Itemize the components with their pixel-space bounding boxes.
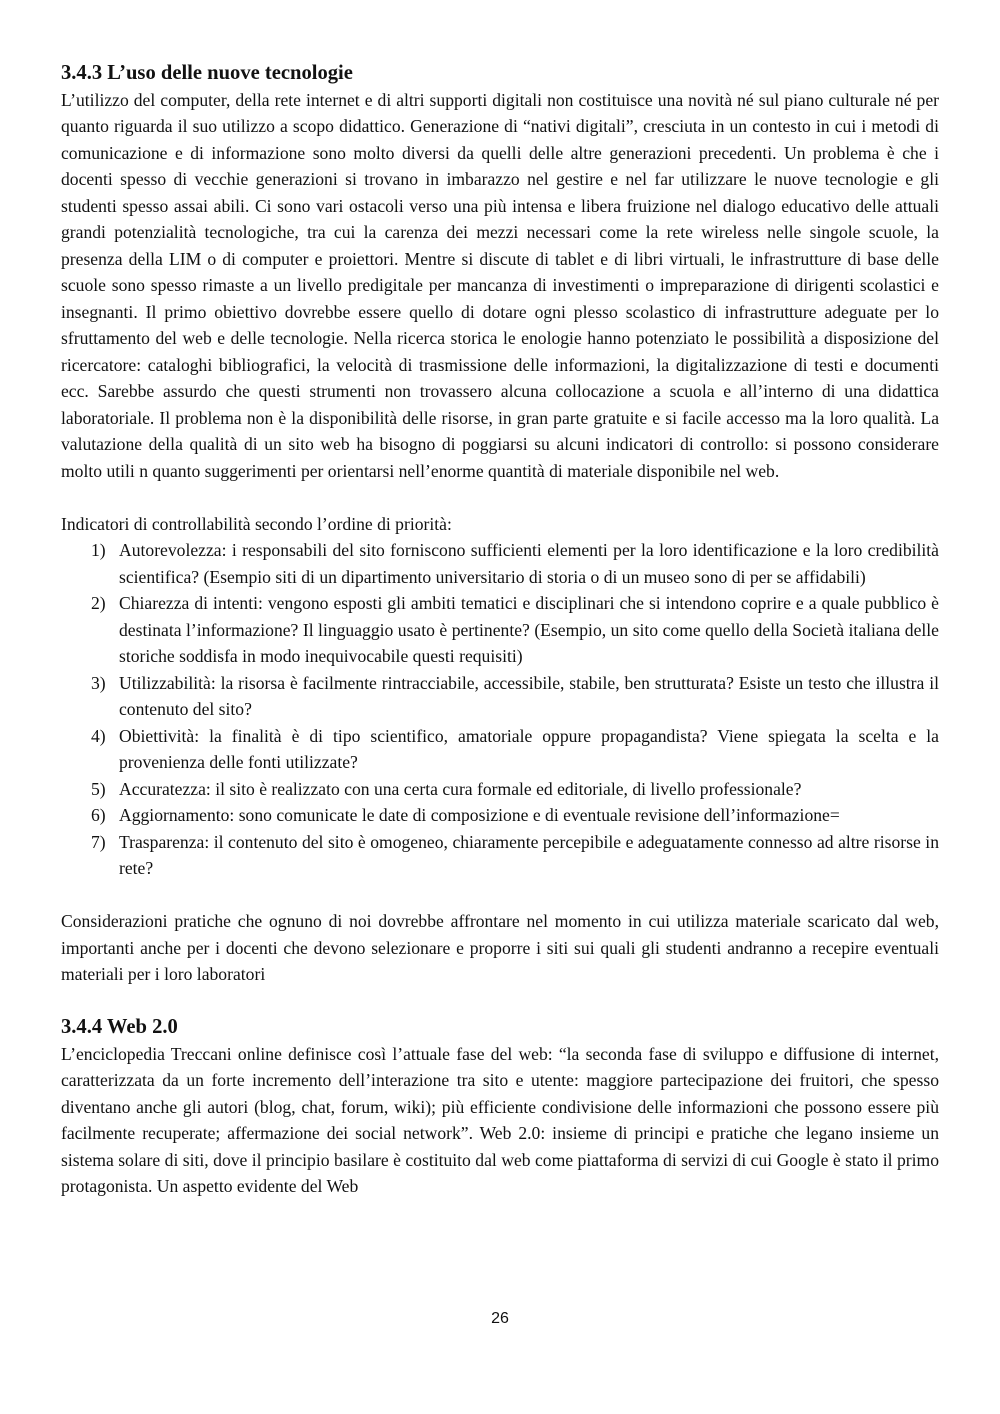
list-item (61, 829, 939, 882)
document-page (61, 60, 939, 1200)
list-item-number: 4) (91, 725, 106, 746)
list-item-number: 5) (91, 778, 106, 799)
list-item (61, 776, 939, 803)
list-item (61, 537, 939, 590)
section-heading: 3.4.4 Web 2.0 (61, 1016, 178, 1038)
list-item-number: 2) (91, 593, 106, 613)
list-item-text: Accuratezza: il sito è realizzato con una certa cura formale ed editoriale, di livello professionale? (119, 778, 802, 799)
list-item (61, 590, 939, 670)
list-item-text: Aggiornamento: sono comunicate le date di composizione e di eventuale revisione dell’informazione= (119, 805, 840, 825)
list-item-number: 7) (91, 831, 106, 852)
list-item-number: 1) (91, 540, 106, 560)
list-item (61, 723, 939, 776)
body-paragraph: L’enciclopedia Treccani online definisce così l’attuale fase del web: “la seconda fase di sviluppo e diffusione di internet, caratterizzata da un forte incremento dell’interazione tra sito e utente: maggiore partecipazione dei fruitori, che spesso diventano anche gli autori (blog, chat, forum, wiki); più efficiente condivisione delle informazioni che possono essere più facilmente recuperate; affermazione dei social network”. Web 2.0: insieme di principi e pratiche che legano insieme un sistema solare di siti, dove il principio basilare è costituito dal web come piattaforma di servizi di cui Google è stato il primo protagonista. Un aspetto evidente del Web (61, 1043, 939, 1196)
body-paragraph: L’utilizzo del computer, della rete internet e di altri supporti digitali non costituisce una novità né sul piano culturale né per quanto riguarda il suo utilizzo a scopo didattico. Generazione di “nativi digitali”, cresciuta in un contesto in cui i metodi di comunicazione e di informazione sono molto diversi da quelli delle altre generazioni precedenti. Un problema è che i docenti spesso di vecchie generazioni si trovano in imbarazzo nel gestire e nel far utilizzare le nuove tecnologie e gli studenti spesso assai abili. Ci sono vari ostacoli verso una più intensa e libera fruizione nel dialogo educativo delle attuali grandi potenzialità tecnologiche, tra cui la carenza dei mezzi necessari come la rete wireless nelle singole scuole, la presenza della LIM o di computer e proiettori. Mentre si discute di tablet e di libri virtuali, le infrastrutture di base delle scuole sono spesso rimaste a un livello predigitale per mancanza di investimenti o impreparazione di dirigenti scolastici e insegnanti. Il primo obiettivo dovrebbe essere quello di dotare ogni plesso scolastico di infrastrutture adeguate per lo sfruttamento del web e delle tecnologie. Nella ricerca storica le enologie hanno potenziato le possibilità a disposizione del ricercatore: cataloghi bibliografici, la velocità di trasmissione delle informazioni, la digitalizzazione di testi e documenti ecc. Sarebbe assurdo che questi strumenti non trovassero alcuna collocazione a scuola e all’interno di una didattica laboratoriale. Il problema non è la disponibilità delle risorse, in gran parte gratuite e si facile accesso ma la loro qualità. La valutazione della qualità di un sito web ha bisogno di poggiarsi su alcuni indicatori di controllo: si possono considerare molto utili n quanto suggerimenti per orientarsi nell’enorme quantità di materiale disponibile nel web. (61, 89, 939, 481)
indicator-list (61, 537, 939, 882)
closing-paragraph: Considerazioni pratiche che ognuno di noi dovrebbe affrontare nel momento in cui utilizza materiale scaricato dal web, importanti anche per i docenti che devono selezionare e proporre i siti sui quali gli studenti andranno a recepire eventuali materiali per i loro laboratori (61, 911, 939, 984)
list-item-text: Obiettività: la finalità è di tipo scientifico, amatoriale oppure propagandista? Viene spiegata la scelta e la provenienza delle fonti utilizzate? (119, 725, 939, 772)
page-number: 26 (491, 1310, 509, 1327)
list-item-text: Trasparenza: il contenuto del sito è omogeneo, chiaramente percepibile e adeguatamente connesso ad altre risorse in rete? (119, 831, 939, 878)
section-heading: 3.4.3 L’uso delle nuove tecnologie (61, 62, 353, 84)
list-item (61, 802, 939, 829)
list-item-text: Autorevolezza: i responsabili del sito forniscono sufficienti elementi per la loro identificazione e la loro credibilità scientifica? (Esempio siti di un dipartimento universitario di storia o di un museo sono di per se affidabili) (119, 540, 939, 587)
list-item-text: Chiarezza di intenti: vengono esposti gli ambiti tematici e disciplinari che si intendono coprire e a quale pubblico è destinata l’informazione? Il linguaggio usato è pertinente? (Esempio, un sito come quello della Società italiana delle storiche soddisfa in modo inequivocabile questi requisiti) (119, 593, 939, 666)
list-item-number: 3) (91, 672, 106, 693)
list-item (61, 670, 939, 723)
list-item-number: 6) (91, 805, 106, 825)
list-intro: Indicatori di controllabilità secondo l’ordine di priorità: (61, 513, 452, 534)
list-item-text: Utilizzabilità: la risorsa è facilmente rintracciabile, accessibile, stabile, ben strutturata? Esiste un testo che illustra il contenuto del sito? (119, 672, 939, 719)
